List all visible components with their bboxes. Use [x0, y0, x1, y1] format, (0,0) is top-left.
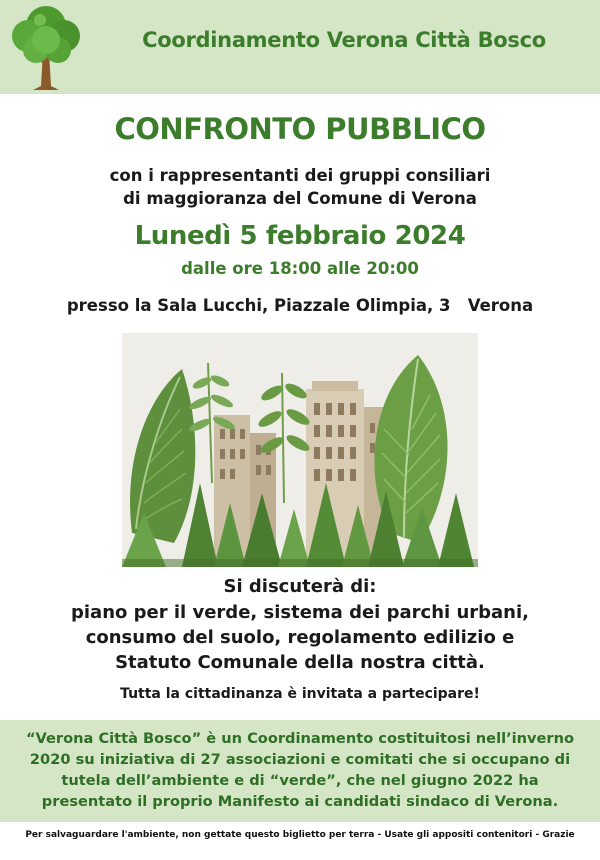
subtitle-line: di maggioranza del Comune di Verona: [123, 189, 477, 208]
invitation-text: Tutta la cittadinanza è invitata a partecipare!: [120, 686, 480, 702]
about-line: tutela dell’ambiente e di “verde”, che nel giugno 2022 ha: [61, 772, 539, 789]
event-title: CONFRONTO PUBBLICO: [114, 112, 486, 146]
about-line: “Verona Città Bosco” è un Coordinamento costituitosi nell’inverno: [25, 730, 575, 747]
topic-line: consumo del suolo, regolamento edilizio e: [85, 627, 515, 648]
about-text: [10, 728, 590, 812]
tree-icon: [6, 2, 86, 92]
topic-line: piano per il verde, sistema dei parchi urbani,: [71, 602, 529, 623]
discussion-heading: Si discuterà di:: [223, 576, 377, 597]
about-line: 2020 su iniziativa di 27 associazioni e comitati che si occupano di: [29, 751, 571, 768]
event-date: Lunedì 5 febbraio 2024: [134, 221, 466, 251]
topic-line: Statuto Comunale della nostra città.: [115, 652, 485, 673]
paper-city-forest-illustration: [122, 333, 478, 567]
event-time: dalle ore 18:00 alle 20:00: [181, 259, 419, 278]
organization-name: Coordinamento Verona Città Bosco: [142, 28, 546, 52]
header-banner: [0, 0, 600, 94]
discussion-topics: [0, 600, 600, 675]
event-location: presso la Sala Lucchi, Piazzale Olimpia, 3 Verona: [66, 296, 534, 315]
about-panel: [0, 720, 600, 822]
event-subtitle: [0, 164, 600, 210]
footer-note: Per salvaguardare l'ambiente, non gettate questo biglietto per terra - Usate gli appositi contenitori - Grazie: [25, 830, 575, 840]
subtitle-line: con i rappresentanti dei gruppi consiliari: [109, 166, 491, 185]
about-line: presentato il proprio Manifesto ai candidati sindaco di Verona.: [41, 793, 559, 810]
